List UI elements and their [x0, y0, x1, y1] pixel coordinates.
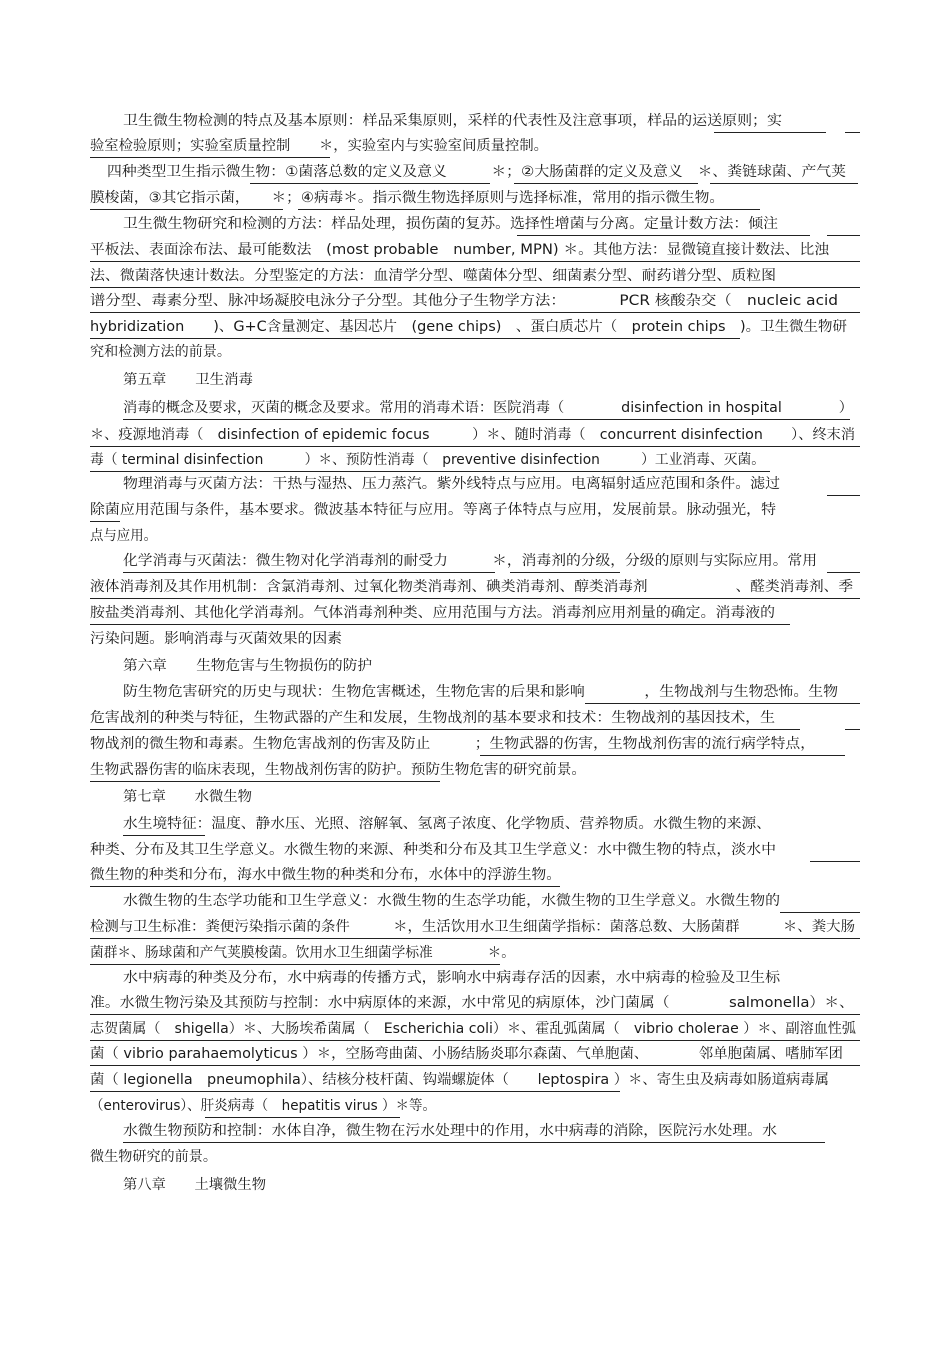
line-text: 检测与卫生标准：粪便污染指示菌的条件 ＊，生活饮用水卫生细菌学指标：菌落总数、大肠菌群 ＊、粪大肠 [90, 919, 856, 935]
underline-rule [123, 835, 205, 836]
text-line [0, 474, 950, 498]
line-text: 菌（ vibrio parahaemolyticus ）＊，空肠弯曲菌、小肠结肠炎耶尔森菌、气单胞菌、 邻单胞菌属、嗜肺军团 [90, 1046, 843, 1062]
line-text: 准。水微生物污染及其预防与控制：水中病原体的来源，水中常见的病原体，沙门菌属（ salmonella）＊、 [90, 995, 855, 1011]
text-line [0, 398, 950, 422]
underline-rule [123, 419, 850, 420]
line-text: 四种类型卫生指示微生物：①菌落总数的定义及意义 ＊；②大肠菌群的定义及意义 ＊、粪链球菌、产气荚 [107, 164, 847, 180]
underline-rule [90, 886, 560, 887]
underline-rule [827, 495, 860, 496]
text-line [0, 629, 950, 653]
line-text: 菌群＊、肠球菌和产气荚膜梭菌。饮用水卫生细菌学标准 ＊。 [90, 945, 516, 961]
text-line [0, 317, 950, 341]
underline-rule [90, 338, 740, 339]
underline-rule [90, 624, 790, 625]
text-line [0, 865, 950, 889]
text-line [0, 577, 950, 601]
underline-rule [90, 598, 860, 599]
line-text: 菌（ legionella pneumophila）、结核分枝杆菌、钩端螺旋体（ leptospira ）＊、寄生虫及病毒如肠道病毒属 [90, 1072, 829, 1088]
text-line [0, 425, 950, 449]
text-line [0, 162, 950, 186]
underline-rule [123, 572, 495, 573]
line-text: 水微生物预防和控制：水体自净，微生物在污水处理中的作用，水中病毒的消除，医院污水处理。水 [123, 1123, 778, 1139]
text-line [0, 814, 950, 838]
underline-rule [90, 1065, 860, 1066]
underline-rule [845, 132, 860, 133]
underline-rule [205, 1117, 400, 1118]
line-text: 生物武器伤害的临床表现，生物战剂伤害的防护。预防生物危害的研究前景。 [90, 762, 586, 778]
line-text: 微生物的种类和分布，海水中微生物的种类和分布，水体中的浮游生物。 [90, 867, 561, 883]
text-line [0, 1070, 950, 1094]
text-line [0, 787, 950, 811]
line-text: 点与应用。 [90, 528, 157, 544]
underline-rule [827, 235, 860, 236]
underline-rule [370, 209, 760, 210]
text-line [0, 603, 950, 627]
text-line [0, 291, 950, 315]
text-line [0, 943, 950, 967]
text-line [0, 1175, 950, 1199]
text-line [0, 917, 950, 941]
underline-rule [90, 1014, 860, 1015]
line-text: 第五章 卫生消毒 [123, 372, 253, 388]
text-line [0, 214, 950, 238]
text-line [0, 240, 950, 264]
line-text: 液体消毒剂及其作用机制：含氯消毒剂、过氧化物类消毒剂、碘类消毒剂、醇类消毒剂 、醛类消毒剂、季 [90, 579, 854, 595]
text-line [0, 450, 950, 474]
text-line [0, 188, 950, 212]
line-text: （enterovirus）、肝炎病毒（ hepatitis virus ）＊等。 [90, 1098, 437, 1114]
line-text: 第七章 水微生物 [123, 789, 252, 805]
underline-rule [585, 703, 860, 704]
line-text: 志贺菌属（ shigella）＊、大肠埃希菌属（ Escherichia coli）＊、霍乱弧菌属（ vibrio cholerae ）＊、副溶血性弧 [90, 1021, 856, 1037]
line-text: 验室检验原则；实验室质量控制 ＊，实验室内与实验室间质量控制。 [90, 138, 548, 154]
underline-rule [90, 446, 860, 447]
line-text: 水中病毒的种类及分布，水中病毒的传播方式，影响水中病毒存活的因素，水中病毒的检验及卫生标 [123, 970, 781, 986]
text-line [0, 551, 950, 575]
underline-rule [90, 209, 283, 210]
text-line [0, 993, 950, 1017]
text-line [0, 1096, 950, 1120]
underline-rule [810, 861, 860, 862]
underline-rule [90, 157, 330, 158]
text-line [0, 1019, 950, 1043]
line-text: 第六章 生物危害与生物损伤的防护 [123, 658, 372, 674]
text-line [0, 656, 950, 680]
text-line [0, 891, 950, 915]
line-text: 平板法、表面涂布法、最可能数法 (most probable number, MPN) ＊。其他方法：显微镜直接计数法、比浊 [90, 242, 829, 258]
underline-rule [90, 781, 440, 782]
underline-rule [123, 1142, 825, 1143]
underline-rule [845, 729, 860, 730]
text-line [0, 1147, 950, 1171]
underline-rule [90, 938, 860, 939]
underline-rule [298, 209, 355, 210]
underline-rule [517, 235, 810, 236]
text-line [0, 682, 950, 706]
text-line [0, 111, 950, 135]
underline-rule [90, 729, 800, 730]
line-text: 化学消毒与灭菌法：微生物对化学消毒剂的耐受力 ＊，消毒剂的分级，分级的原则与实际应用。常用 [123, 553, 817, 569]
underline-rule [514, 183, 698, 184]
underline-rule [710, 183, 858, 184]
text-line [0, 500, 950, 524]
line-text: 究和检测方法的前景。 [90, 344, 231, 360]
text-line [0, 370, 950, 394]
text-line [0, 968, 950, 992]
line-text: 水生境特征：温度、静水压、光照、溶解氧、氢离子浓度、化学物质、营养物质。水微生物的来源、 [123, 816, 771, 832]
underline-rule [90, 261, 860, 262]
underline-rule [90, 312, 860, 313]
line-text: 微生物研究的前景。 [90, 1149, 217, 1165]
underline-rule [90, 521, 120, 522]
line-text: 膜梭菌，③其它指示菌， ＊；④病毒＊。指示微生物选择原则与选择标准，常用的指示微生物。 [90, 190, 724, 206]
line-text: 危害战剂的种类与特征，生物武器的产生和发展，生物战剂的基本要求和技术：生物战剂的基因技术，生 [90, 710, 776, 726]
text-line [0, 1044, 950, 1068]
line-text: 胺盐类消毒剂、其他化学消毒剂。气体消毒剂种类、应用范围与方法。消毒剂应用剂量的确定。消毒液的 [90, 605, 776, 621]
line-text: 物战剂的微生物和毒素。生物危害战剂的伤害及防止 ；生物武器的伤害，生物战剂伤害的流行病学特点， [90, 736, 816, 752]
line-text: 法、微菌落快速计数法。分型鉴定的方法：血清学分型、噬菌体分型、细菌素分型、耐药谱分型、质粒图 [90, 268, 776, 284]
line-text: 卫生微生物检测的特点及基本原则：样品采集原则，采样的代表性及注意事项，样品的运送原则；实 [123, 113, 782, 129]
line-text: 第八章 土壤微生物 [123, 1177, 266, 1193]
text-line [0, 526, 950, 550]
text-line [0, 1121, 950, 1145]
underline-rule [480, 755, 845, 756]
line-text: 物理消毒与灭菌方法：干热与湿热、压力蒸汽。紫外线特点与应用。电离辐射适应范围和条件。滤过 [123, 476, 781, 492]
underline-rule [90, 1040, 860, 1041]
line-text: 种类、分布及其卫生学意义。水微生物的来源、种类和分布及其卫生学意义：水中微生物的特点，淡水中 [90, 842, 776, 858]
underline-rule [780, 912, 860, 913]
line-text: ＊、疫源地消毒（ disinfection of epidemic focus ）＊、随时消毒（ concurrent disinfection ）、终末消 [90, 427, 856, 443]
underline-rule [827, 572, 860, 573]
line-text: hybridization )、G+C含量测定、基因芯片 (gene chips) 、蛋白质芯片（ protein chips )。卫生微生物研 [90, 319, 847, 335]
text-line [0, 760, 950, 784]
line-text: 消毒的概念及要求，灭菌的概念及要求。常用的消毒术语：医院消毒（ disinfection in hospital ） [123, 400, 854, 416]
line-text: 污染问题。影响消毒与灭菌效果的因素 [90, 631, 342, 647]
underline-rule [714, 132, 826, 133]
line-text: 毒（ terminal disinfection ）＊、预防性消毒（ preventive disinfection ）工业消毒、灭菌。 [90, 452, 766, 468]
underline-rule [90, 287, 860, 288]
underline-rule [250, 183, 490, 184]
underline-rule [510, 572, 620, 573]
text-line [0, 840, 950, 864]
text-line [0, 266, 950, 290]
underline-rule [90, 471, 770, 472]
line-text: 卫生微生物研究和检测的方法：样品处理，损伤菌的复苏。选择性增菌与分离。定量计数方法：倾注 [123, 216, 778, 232]
underline-rule [90, 1091, 620, 1092]
line-text: 水微生物的生态学功能和卫生学意义：水微生物的生态学功能，水微生物的卫生学意义。水微生物的 [123, 893, 781, 909]
line-text: 除菌应用范围与条件，基本要求。微波基本特征与应用。等离子体特点与应用，发展前景。脉动强光，特 [90, 502, 776, 518]
text-line [0, 136, 950, 160]
text-line [0, 708, 950, 732]
line-text: 防生物危害研究的历史与现状：生物危害概述，生物危害的后果和影响 ，生物战剂与生物恐怖。生物 [123, 684, 839, 700]
underline-rule [90, 964, 500, 965]
line-text: 谱分型、毒素分型、脉冲场凝胶电泳分子分型。其他分子生物学方法： PCR 核酸杂交（ nucleic acid [90, 293, 839, 309]
text-line [0, 342, 950, 366]
text-line [0, 734, 950, 758]
